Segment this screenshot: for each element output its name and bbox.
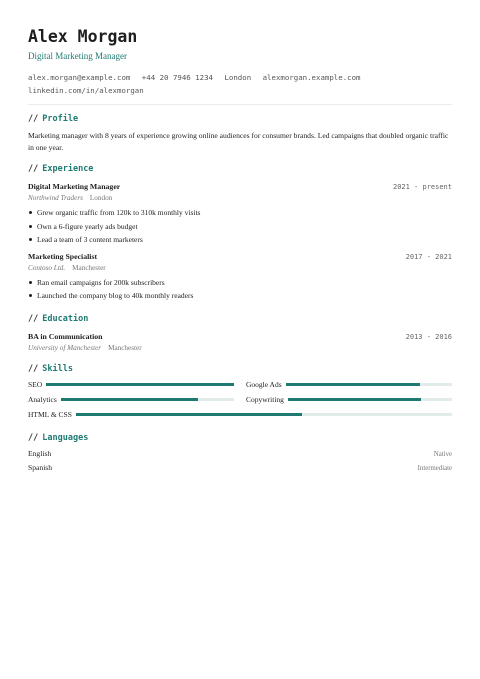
section-title-education: // Education xyxy=(28,313,89,324)
job-bullet: Launched the company blog to 40k monthly readers xyxy=(37,289,452,303)
section-title-skills: // Skills xyxy=(28,363,73,374)
profile-text: Marketing manager with 8 years of experience growing online audiences for consumer brands. Led campaigns that doubled organic traffic in one year. xyxy=(28,131,449,152)
skill-item xyxy=(246,395,452,405)
job-title: Digital Marketing Manager xyxy=(28,182,121,191)
job-location: London xyxy=(89,194,113,202)
job-bullet: Ran email campaigns for 200k subscribers xyxy=(37,276,452,290)
education-degree: BA in Communication xyxy=(28,331,103,341)
job-dates: 2021 - present xyxy=(392,183,452,191)
skill-item xyxy=(246,380,452,390)
contact-line xyxy=(28,71,378,97)
skill-bar-fill xyxy=(61,398,198,401)
skill-bar-fill xyxy=(76,413,302,416)
language-item xyxy=(28,463,452,477)
education-entry xyxy=(28,332,452,352)
resume-name: Alex Morgan xyxy=(28,27,138,46)
job-bullets xyxy=(28,276,452,303)
skill-item xyxy=(28,395,234,405)
skill-bar-fill xyxy=(288,398,421,401)
language-level: Native xyxy=(433,450,452,458)
section-title-languages-label: Languages xyxy=(42,432,89,443)
job-bullets xyxy=(28,206,452,247)
contact-linkedin[interactable]: linkedin.com/in/alexmorgan xyxy=(28,86,144,95)
section-title-experience-label: Experience xyxy=(42,164,94,174)
education-location: Manchester xyxy=(108,343,142,352)
job-bullet: Grew organic traffic from 120k to 310k monthly visits xyxy=(37,206,452,220)
job-title: Marketing Specialist xyxy=(28,251,98,261)
section-title-profile: // Profile xyxy=(28,114,79,124)
contact-location: London xyxy=(224,73,252,82)
section-title-experience: // Experience xyxy=(28,164,94,174)
job-entry xyxy=(28,252,452,303)
header-divider xyxy=(28,104,452,105)
skill-bar xyxy=(76,413,452,416)
skill-name: Google Ads xyxy=(246,380,282,390)
resume-role: Digital Marketing Manager xyxy=(28,51,127,61)
job-bullet: Own a 6-figure yearly ads budget xyxy=(37,220,452,234)
language-level: Intermediate xyxy=(417,464,452,472)
skill-name: HTML & CSS xyxy=(28,410,72,420)
skill-item xyxy=(28,410,452,420)
section-title-profile-label: Profile xyxy=(42,114,79,124)
job-company: Contoso Ltd. xyxy=(28,263,66,272)
contact-phone: +44 20 7946 1234 xyxy=(141,73,213,82)
job-dates: 2017 - 2021 xyxy=(405,252,452,261)
education-school: University of Manchester xyxy=(28,343,102,352)
languages-list xyxy=(28,449,452,477)
job-bullet: Lead a team of 3 content marketers xyxy=(37,233,452,247)
job-company: Northwind Traders xyxy=(28,194,83,202)
skill-item xyxy=(28,380,234,390)
contact-website[interactable]: alexmorgan.example.com xyxy=(262,73,361,82)
job-location: Manchester xyxy=(72,263,106,272)
language-name: Spanish xyxy=(28,462,53,472)
section-title-skills-label: Skills xyxy=(42,363,73,374)
skill-name: SEO xyxy=(28,380,43,390)
skills-grid xyxy=(28,380,452,420)
job-entry xyxy=(28,182,452,247)
skill-bar xyxy=(46,383,234,386)
language-item xyxy=(28,449,452,463)
contact-email[interactable]: alex.morgan@example.com xyxy=(28,73,131,82)
skill-bar-fill xyxy=(286,383,421,386)
skill-bar xyxy=(61,398,234,401)
education-dates: 2013 - 2016 xyxy=(405,332,452,341)
section-title-languages: // Languages xyxy=(28,432,89,443)
section-title-education-label: Education xyxy=(42,313,89,324)
skill-name: Analytics xyxy=(28,395,57,405)
skill-bar xyxy=(286,383,452,386)
skill-bar xyxy=(288,398,452,401)
language-name: English xyxy=(28,448,52,458)
skill-bar-fill xyxy=(46,383,234,386)
skill-name: Copywriting xyxy=(246,395,284,405)
